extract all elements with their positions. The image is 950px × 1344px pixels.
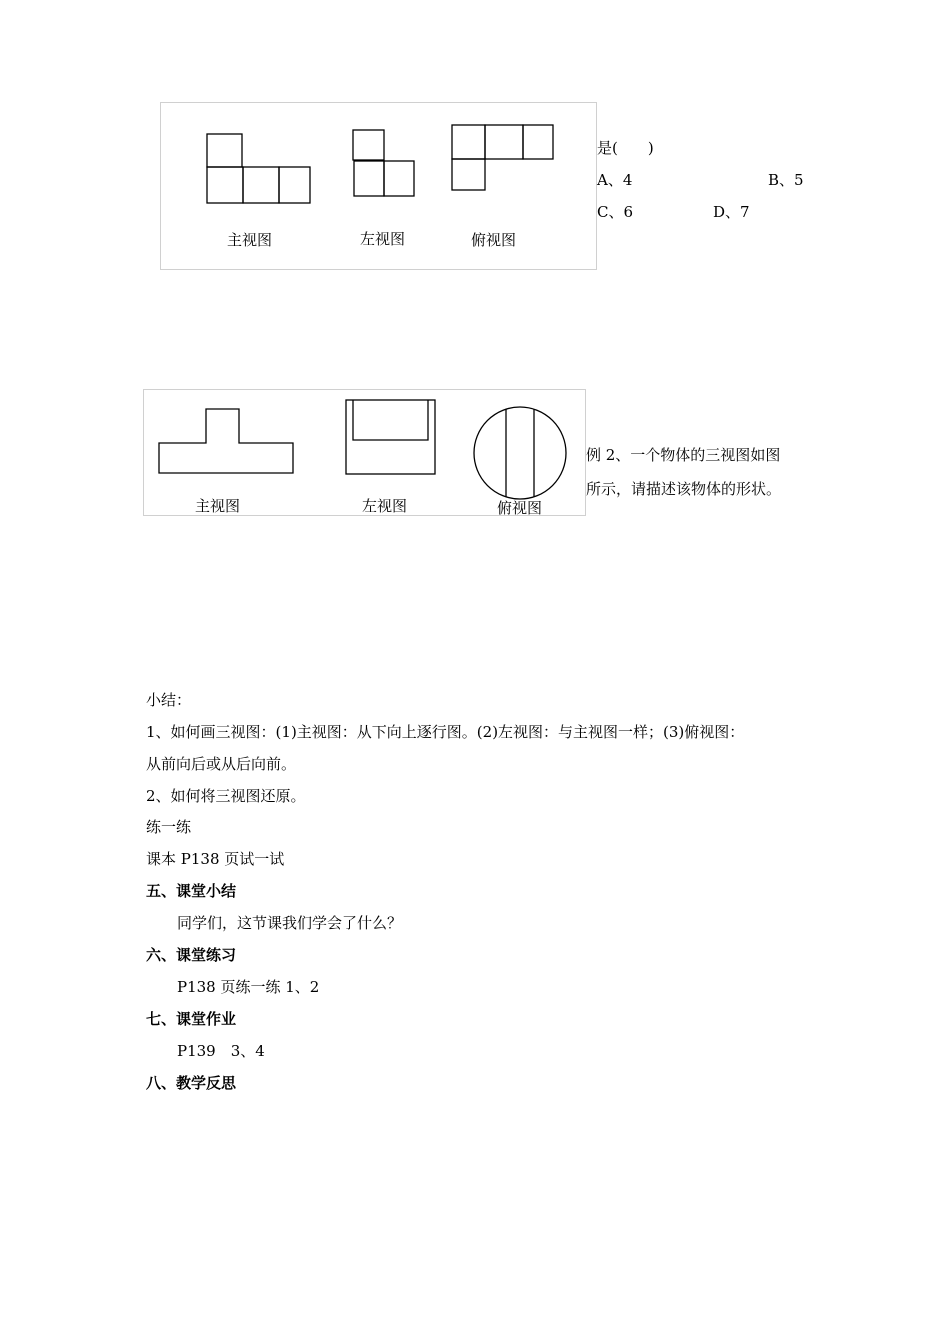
- practice-title: 练一练: [146, 818, 192, 836]
- front-view-t-shape: [159, 409, 293, 473]
- choice-c: C、6: [597, 203, 634, 221]
- choice-d: D、7: [713, 203, 750, 221]
- left-view-square-1: [354, 161, 384, 196]
- section-5-text: 同学们，这节课我们学会了什么？: [177, 914, 403, 932]
- choice-b: B、5: [768, 171, 804, 189]
- section-7-text: P139 3、4: [177, 1042, 265, 1060]
- top-view-bottom-square: [452, 159, 485, 190]
- front-view-square-1: [207, 167, 243, 203]
- caption-front-view-2: 主视图: [195, 497, 241, 515]
- left-view-top-square: [353, 130, 384, 160]
- summary-item1-line1: 1、如何画三视图：(1)主视图：从下向上逐行图。(2)左视图：与主视图一样；(3)俯视图：: [146, 723, 745, 741]
- question-tail: 是( ): [597, 139, 654, 157]
- caption-top-view-2: 俯视图: [497, 499, 543, 517]
- summary-item1-line2: 从前向后或从后向前。: [146, 755, 297, 773]
- figure-three-views-example2: [143, 389, 586, 516]
- left-view-outer-rect: [346, 400, 435, 474]
- figure-three-views-cubes: [160, 102, 597, 270]
- left-view-inner-notch: [353, 400, 428, 440]
- example2-text-line1: 例 2、一个物体的三视图如图: [586, 446, 781, 464]
- top-view-circle: [474, 407, 566, 499]
- left-view-square-2: [384, 161, 414, 196]
- example2-text-line2: 所示，请描述该物体的形状。: [586, 480, 782, 498]
- caption-left-view-2: 左视图: [362, 497, 408, 515]
- top-view-square-1: [452, 125, 485, 159]
- caption-front-view: 主视图: [227, 231, 273, 249]
- top-view-square-2: [485, 125, 523, 159]
- caption-left-view: 左视图: [360, 230, 406, 248]
- caption-top-view: 俯视图: [471, 231, 517, 249]
- practice-text: 课本 P138 页试一试: [146, 850, 285, 868]
- section-7-title: 七、课堂作业: [146, 1010, 237, 1028]
- front-view-top-square: [207, 134, 242, 167]
- section-6-text: P138 页练一练 1、2: [177, 978, 320, 996]
- section-5-title: 五、课堂小结: [146, 882, 237, 900]
- section-6-title: 六、课堂练习: [146, 946, 237, 964]
- front-view-square-2: [243, 167, 279, 203]
- choice-a: A、4: [597, 171, 633, 189]
- summary-title: 小结：: [146, 691, 192, 709]
- summary-item2: 2、如何将三视图还原。: [146, 787, 306, 805]
- section-8-title: 八、教学反思: [146, 1074, 237, 1092]
- top-view-square-3: [523, 125, 553, 159]
- front-view-square-3: [279, 167, 310, 203]
